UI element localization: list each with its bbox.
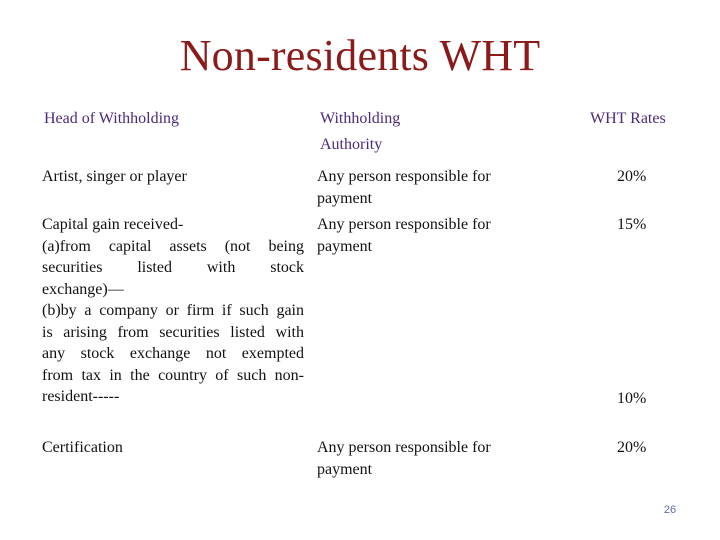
- row-authority-line-2: payment: [317, 237, 373, 255]
- row-head-line: any stock exchange not exempted: [42, 345, 304, 362]
- row-authority-line-1: Any person responsible for: [317, 216, 491, 233]
- row-head-line: from tax in the country of such non-: [42, 366, 304, 384]
- slide-title: Non-residents WHT: [179, 31, 541, 80]
- row-head-line: (a)from capital assets (not being: [42, 237, 304, 255]
- row-rate: 20%: [617, 439, 647, 456]
- row-head-line: is arising from securities listed with: [42, 323, 304, 341]
- row-head-line: Capital gain received-: [42, 216, 184, 233]
- row-head-line: exchange)—: [42, 280, 124, 298]
- row-authority-line-1: Any person responsible for: [317, 168, 491, 185]
- page-number: 26: [663, 504, 677, 516]
- row-authority-line-1: Any person responsible for: [317, 439, 491, 456]
- row-authority: [317, 166, 522, 209]
- row-head: Certification: [42, 439, 123, 456]
- header-wht-rates: WHT Rates: [590, 110, 666, 127]
- row-authority-line-2: payment: [317, 189, 373, 207]
- row-head-line: resident-----: [42, 388, 120, 405]
- header-head-of-withholding: Head of Withholding: [44, 110, 180, 127]
- row-head-line: (b)by a company or firm if such gain: [42, 302, 304, 319]
- row-authority: [317, 437, 522, 480]
- row-head: Artist, singer or player: [42, 168, 187, 185]
- row-rate: 15%: [617, 216, 647, 233]
- row-authority: [317, 214, 522, 257]
- header-withholding-authority: [320, 106, 480, 158]
- header-authority-line-2: Authority: [320, 136, 383, 153]
- header-authority-line-1: Withholding: [320, 110, 401, 127]
- row-head-line: securities listed with stock: [42, 259, 304, 276]
- row-rate: 20%: [617, 168, 647, 185]
- row-head: [42, 214, 304, 408]
- row-authority-line-2: payment: [317, 460, 373, 478]
- row-rate-secondary: 10%: [617, 390, 647, 407]
